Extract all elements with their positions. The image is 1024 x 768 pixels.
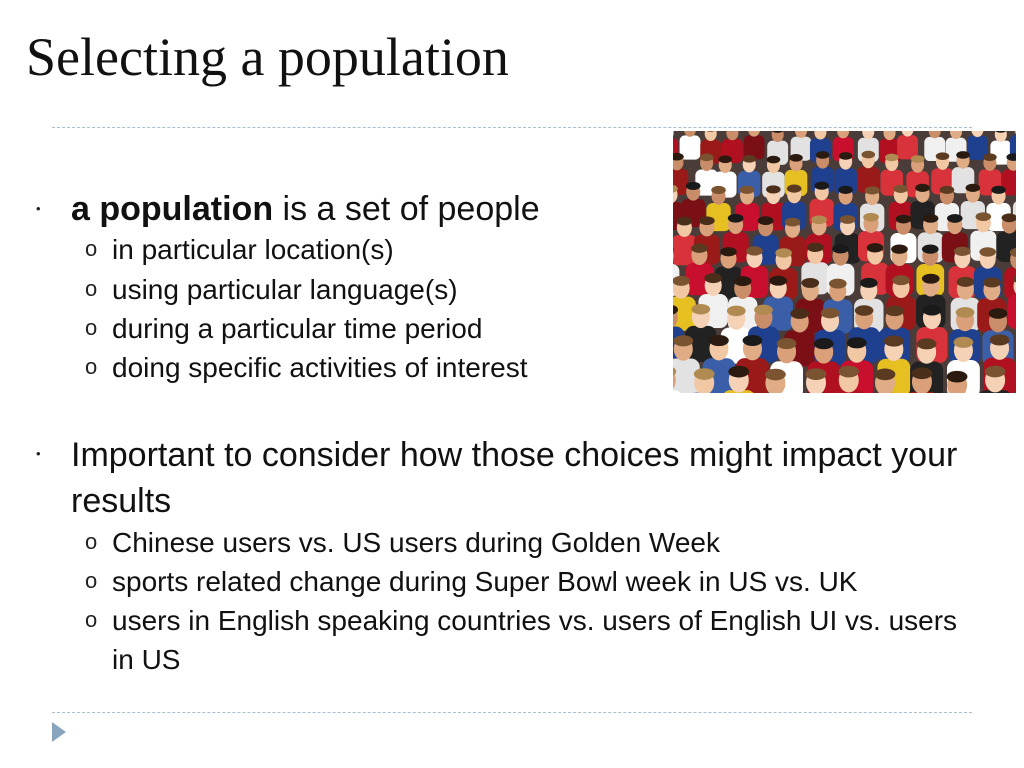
sub-marker: o: [85, 529, 98, 554]
subitem-english-users: users in English speaking countries vs. users of English UI vs. users in US: [112, 605, 958, 675]
sub-marker: o: [85, 354, 98, 379]
subitem-time-period: during a particular time period: [112, 313, 483, 344]
crowd-image: [673, 131, 1016, 393]
slide-title: Selecting a population: [26, 27, 509, 87]
bullet-important-consider: Important to consider how those choices might impact your results: [71, 436, 958, 520]
subitem-language: using particular language(s): [112, 274, 458, 305]
bold-term: a population: [71, 190, 274, 228]
subitem-golden-week: Chinese users vs. US users during Golden Week: [112, 527, 720, 558]
sub-marker: o: [85, 315, 98, 340]
bullet-marker: •: [36, 446, 41, 461]
bullet-marker: •: [36, 201, 41, 216]
bullet-text: is a set of people: [273, 190, 540, 228]
top-divider: [52, 127, 972, 128]
subitem-location: in particular location(s): [112, 234, 394, 265]
sub-marker: o: [85, 276, 98, 301]
subitem-activities: doing specific activities of interest: [112, 352, 528, 383]
sub-marker: o: [85, 568, 98, 593]
subitem-super-bowl: sports related change during Super Bowl week in US vs. UK: [112, 566, 858, 597]
sub-marker: o: [85, 607, 98, 632]
next-slide-arrow-icon[interactable]: [52, 722, 66, 742]
crowd-photo: [673, 131, 1016, 393]
sub-marker: o: [85, 236, 98, 261]
bottom-divider: [52, 712, 972, 713]
bullet-population-definition: [71, 186, 540, 232]
